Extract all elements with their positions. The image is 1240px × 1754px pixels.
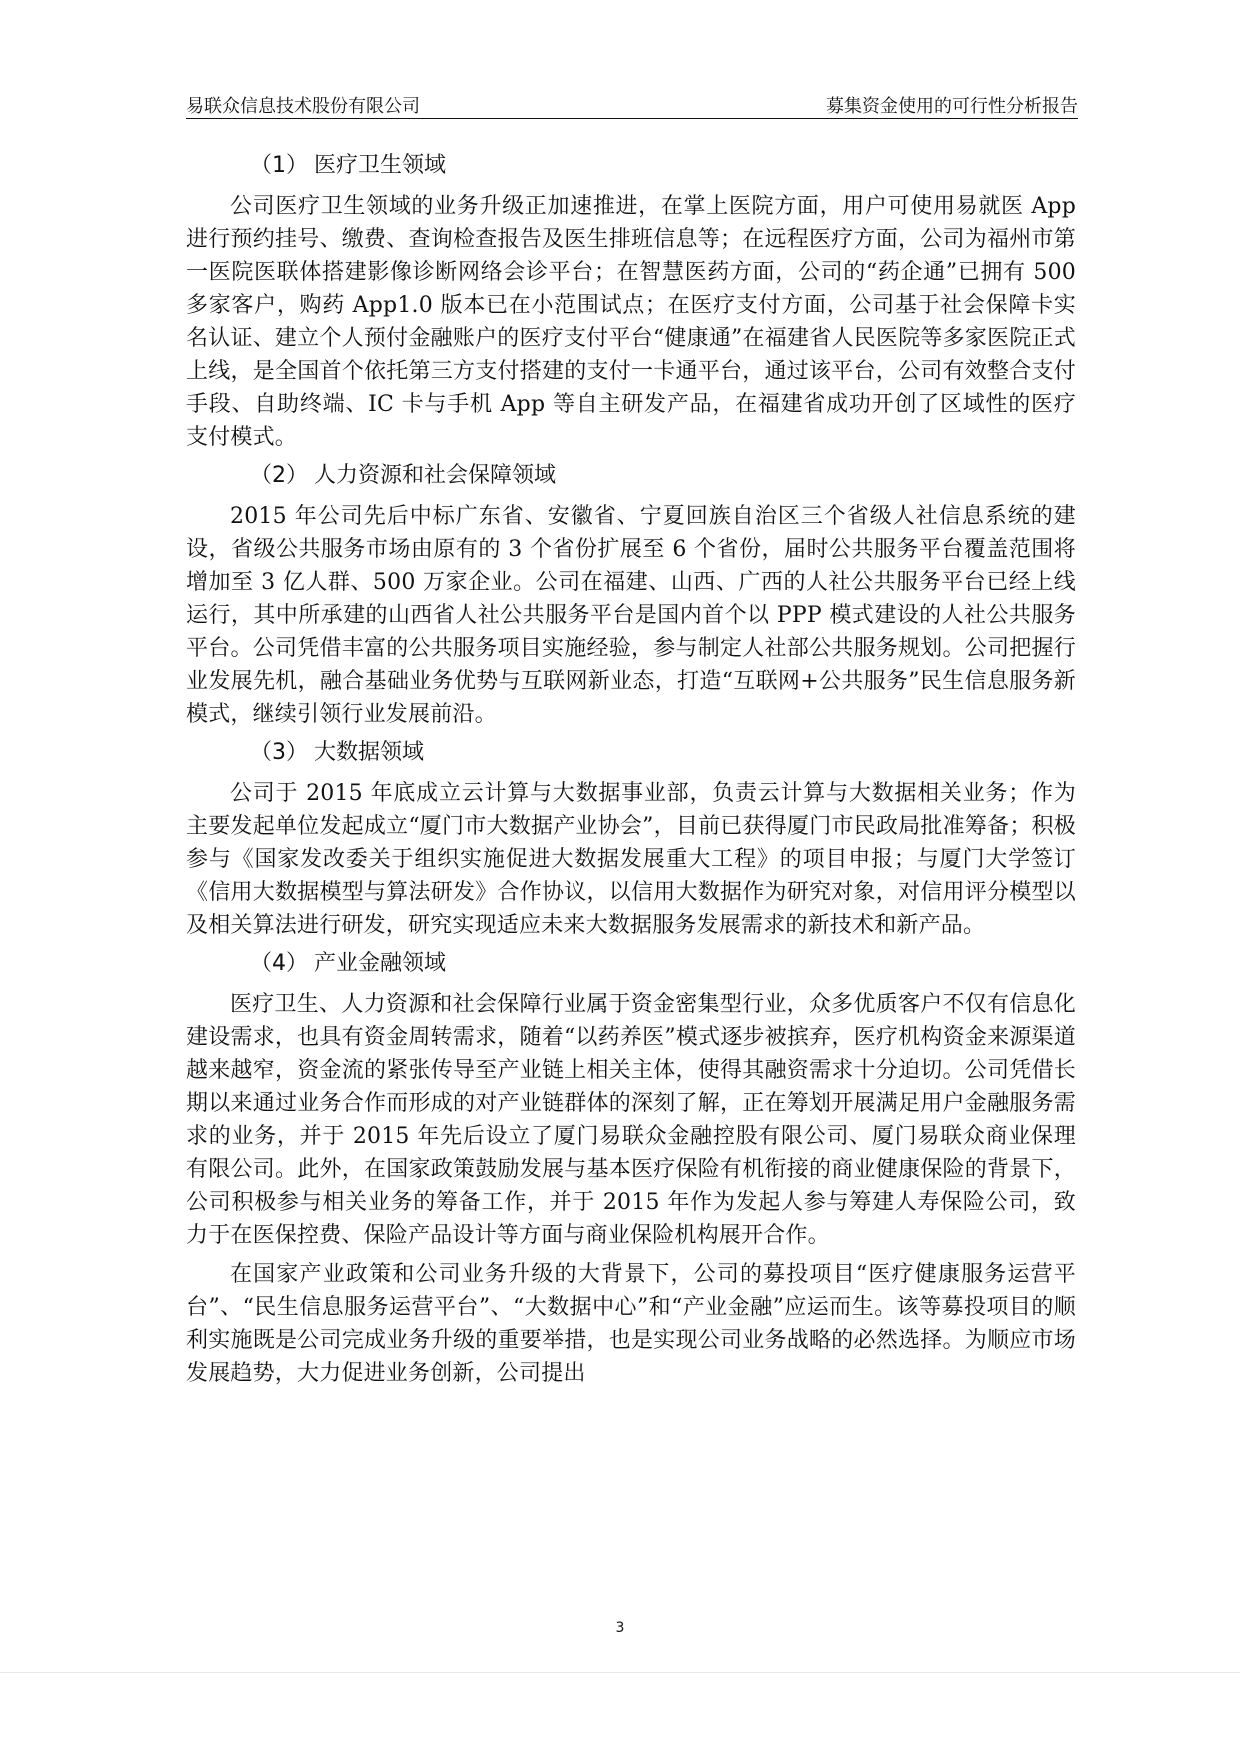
section-heading-medical [186, 150, 1076, 182]
section-paragraph-industrial-finance: 医疗卫生、人力资源和社会保障行业属于资金密集型行业，众多优质客户不仅有信息化建设需求，也具有资金周转需求，随着“以药养医”模式逐步被摈弃，医疗机构资金来源渠道越来越窄，资金流的紧张传导至产业链上相关主体，使得其融资需求十分迫切。公司凭借长期以来通过业务合作而形成的对产业链群体的深刻了解，正在筹划开展满足用户金融服务需求的业务，并于 2015 年先后设立了厦门易联众金融控股有限公司、厦门易联众商业保理有限公司。此外，在国家政策鼓励发展与基本医疗保险有机衔接的商业健康保险的背景下，公司积极参与相关业务的筹备工作，并于 2015 年作为发起人参与筹建人寿保险公司，致力于在医保控费、保险产品设计等方面与商业保险机构展开合作。 [186, 992, 1076, 1248]
section-number: （1） [250, 153, 308, 178]
section-paragraph-medical: 公司医疗卫生领域的业务升级正加速推进，在掌上医院方面，用户可使用易就医 App 进行预约挂号、缴费、查询检查报告及医生排班信息等；在远程医疗方面，公司为福州市第一医院医联体搭建影像诊断网络会诊平台；在智慧医药方面，公司的“药企通”已拥有 500 多家客户，购药 App1.0 版本已在小范围试点；在医疗支付方面，公司基于社会保障卡实名认证、建立个人预付金融账户的医疗支付平台“健康通”在福建省人民医院等多家医院正式上线，是全国首个依托第三方支付搭建的支付一卡通平台，通过该平台，公司有效整合支付手段、自助终端、IC 卡与手机 App 等自主研发产品，在福建省成功开创了区域性的医疗支付模式。 [186, 194, 1076, 450]
section-title: 产业金融领域 [314, 951, 447, 976]
section-number: （4） [250, 951, 308, 976]
header-company-name: 易联众信息技术股份有限公司 [186, 96, 420, 117]
section-paragraph-hr-social-security: 2015 年公司先后中标广东省、安徽省、宁夏回族自治区三个省级人社信息系统的建设，省级公共服务市场由原有的 3 个省份扩展至 6 个省份，届时公共服务平台覆盖范围将增加至 3 亿人群、500 万家企业。公司在福建、山西、广西的人社公共服务平台已经上线运行，其中所承建的山西省人社公共服务平台是国内首个以 PPP 模式建设的人社公共服务平台。公司凭借丰富的公共服务项目实施经验，参与制定人社部公共服务规划。公司把握行业发展先机，融合基础业务优势与互联网新业态，打造“互联网+公共服务”民生信息服务新模式，继续引领行业发展前沿。 [186, 504, 1076, 727]
document-body [186, 150, 1076, 1396]
section-heading-big-data [186, 737, 1076, 769]
section-title: 人力资源和社会保障领域 [314, 463, 557, 488]
section-number: （3） [250, 740, 308, 765]
section-title: 医疗卫生领域 [314, 153, 447, 178]
closing-paragraph: 在国家产业政策和公司业务升级的大背景下，公司的募投项目“医疗健康服务运营平台”、“民生信息服务运营平台”、“大数据中心”和“产业金融”应运而生。该等募投项目的顺利实施既是公司完成业务升级的重要举措，也是实现公司业务战略的必然选择。为顺应市场发展趋势，大力促进业务创新，公司提出 [186, 1262, 1076, 1386]
section-number: （2） [250, 463, 308, 488]
page-header [186, 90, 1078, 119]
page-bottom-divider [0, 1672, 1240, 1673]
header-report-title: 募集资金使用的可行性分析报告 [826, 96, 1078, 117]
page-number: 3 [615, 1620, 625, 1636]
section-heading-hr-social-security [186, 460, 1076, 492]
section-heading-industrial-finance [186, 948, 1076, 980]
section-paragraph-big-data: 公司于 2015 年底成立云计算与大数据事业部，负责云计算与大数据相关业务；作为主要发起单位发起成立“厦门市大数据产业协会”，目前已获得厦门市民政局批准筹备；积极参与《国家发改委关于组织实施促进大数据发展重大工程》的项目申报；与厦门大学签订《信用大数据模型与算法研发》合作协议，以信用大数据作为研究对象，对信用评分模型以及相关算法进行研发，研究实现适应未来大数据服务发展需求的新技术和新产品。 [186, 781, 1076, 938]
section-title: 大数据领域 [314, 740, 425, 765]
